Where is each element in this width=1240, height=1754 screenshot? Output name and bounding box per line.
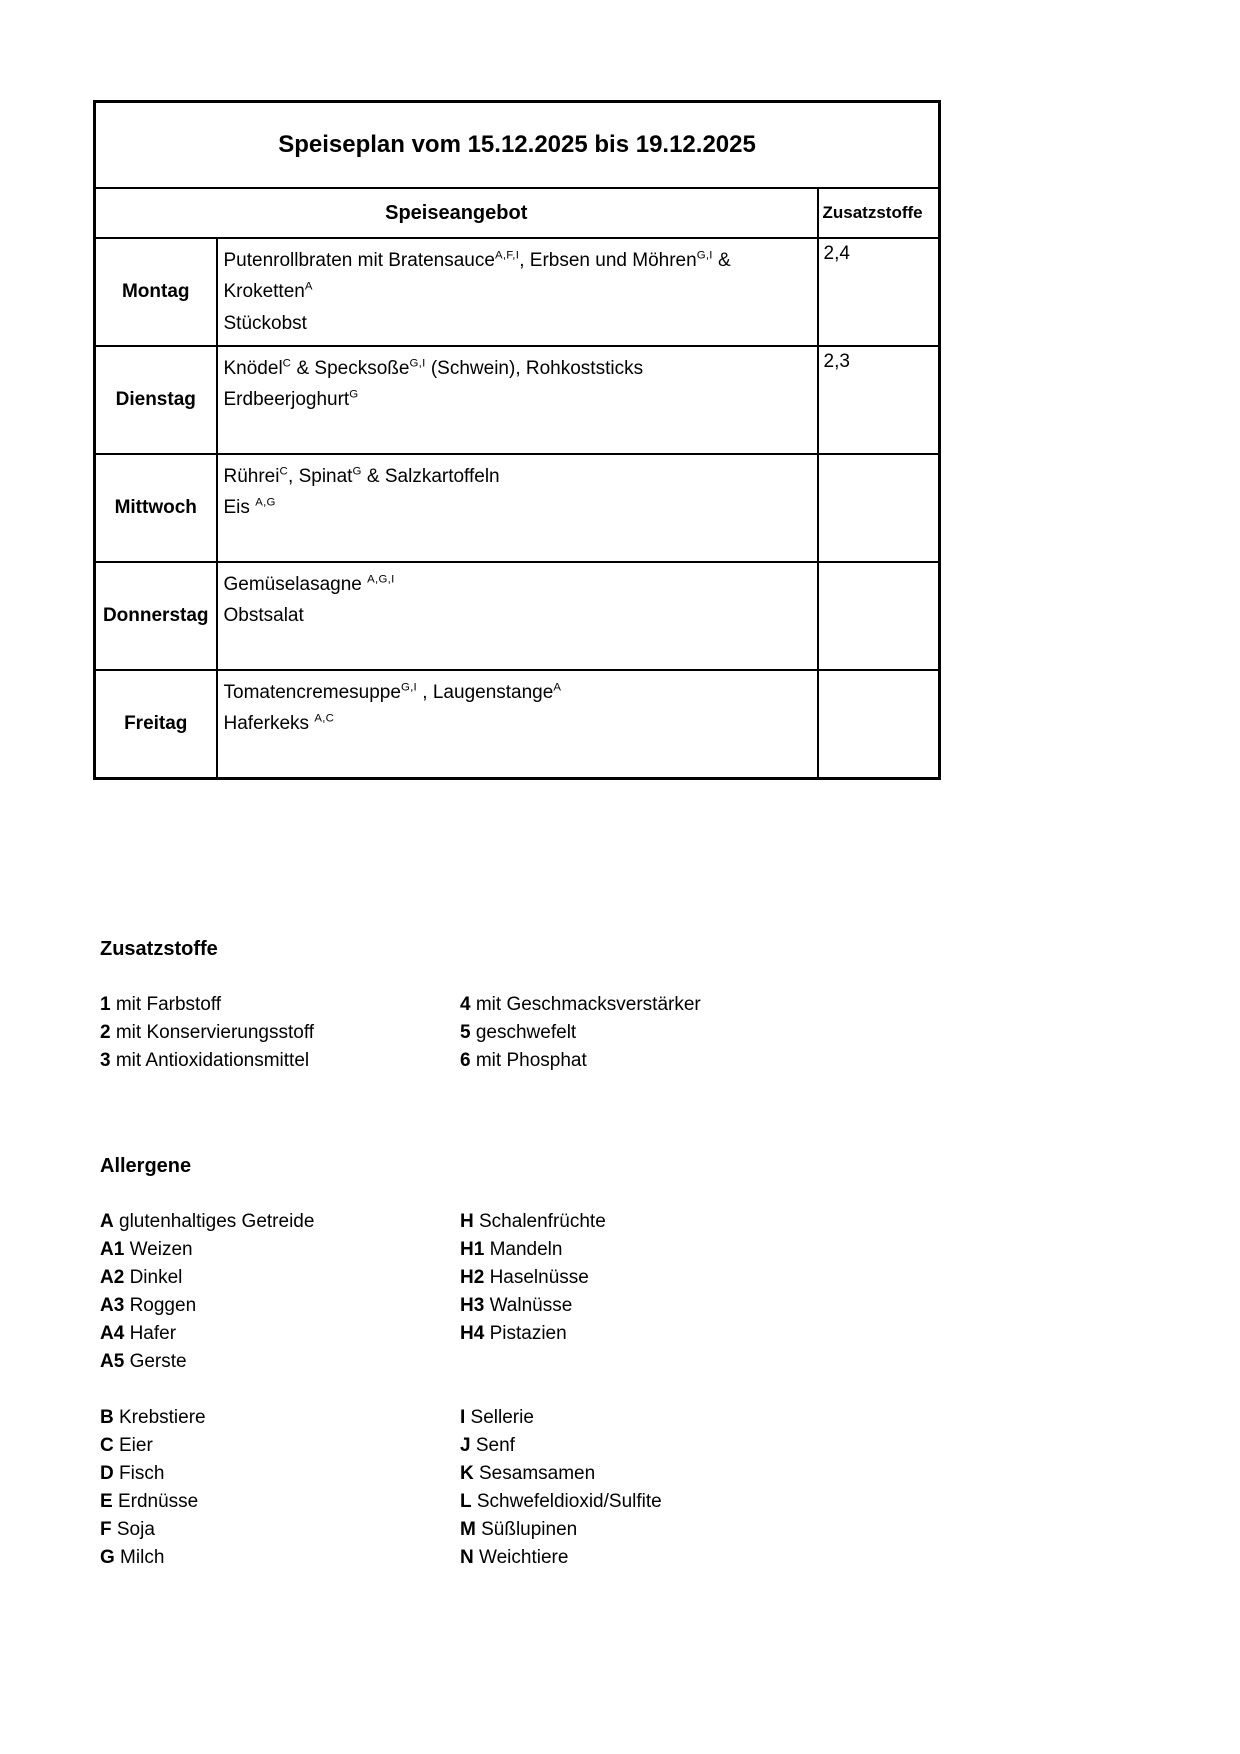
allergen-item: G Milch <box>100 1546 165 1568</box>
meal-line: Eis $^{A,G}$ <box>223 497 276 519</box>
legend-code: D <box>100 1462 114 1484</box>
menu-row <box>95 238 940 346</box>
additives-column-header: Zusatzstoffe <box>818 188 940 238</box>
legend-code: F <box>100 1518 112 1540</box>
allergen-item: C Eier <box>100 1434 153 1456</box>
allergen-item: H3 Walnüsse <box>460 1294 573 1316</box>
additives-value <box>818 670 940 778</box>
meal-line: Rührei$^C$, Spinat$^G$ & Salzkartoffeln <box>223 465 500 487</box>
additive-item: 1 mit Farbstoff <box>100 993 222 1015</box>
legend-code: A2 <box>100 1266 125 1288</box>
legend-code: H <box>460 1210 474 1232</box>
legend-column <box>100 991 460 1075</box>
legend-code: A5 <box>100 1350 125 1372</box>
legend-column <box>460 1208 940 1348</box>
legend-column <box>460 1404 940 1572</box>
table-header-row <box>95 188 940 238</box>
allergen-superscript: A <box>553 681 562 694</box>
legend-code: H3 <box>460 1294 485 1316</box>
legend-code: 1 <box>100 993 111 1015</box>
allergen-item: E Erdnüsse <box>100 1490 199 1512</box>
legend-code: H4 <box>460 1322 485 1344</box>
legend-column <box>100 1208 460 1376</box>
allergen-item: H2 Haselnüsse <box>460 1266 589 1288</box>
legend-code: A4 <box>100 1322 125 1344</box>
legend-column <box>460 991 940 1075</box>
additives-section <box>100 938 940 1075</box>
allergen-superscript: A,F,I <box>494 249 520 262</box>
allergen-item: L Schwefeldioxid/Sulfite <box>460 1490 662 1512</box>
legend-band <box>100 991 940 1075</box>
allergen-item: A4 Hafer <box>100 1322 177 1344</box>
allergen-item: F Soja <box>100 1518 155 1540</box>
meal-text <box>217 562 818 670</box>
meal-line: Knödel$^C$ & Specksoße$^{G,I}$ (Schwein), Rohkoststicks <box>223 357 644 379</box>
allergen-item: A2 Dinkel <box>100 1266 183 1288</box>
legend-code: 4 <box>460 993 471 1015</box>
legend-code: 6 <box>460 1049 471 1071</box>
day-label: Montag <box>95 238 217 346</box>
allergen-superscript: G,I <box>696 249 713 262</box>
legend-code: A1 <box>100 1238 125 1260</box>
legend-code: E <box>100 1490 113 1512</box>
allergen-item: H Schalenfrüchte <box>460 1210 606 1232</box>
allergen-superscript: G,I <box>409 357 426 370</box>
meal-line: Tomatencremesuppe$^{G,I}$ , Laugenstange$^A$ <box>223 681 562 703</box>
allergen-item: B Krebstiere <box>100 1406 206 1428</box>
day-label: Dienstag <box>95 346 217 454</box>
legend-code: I <box>460 1406 466 1428</box>
allergen-item: A1 Weizen <box>100 1238 193 1260</box>
allergen-item: A5 Gerste <box>100 1350 187 1372</box>
allergen-superscript: G,I <box>400 681 418 694</box>
meal-line: Erdbeerjoghurt$^G$ <box>223 389 359 411</box>
legend-code: B <box>100 1406 114 1428</box>
meal-line: Obstsalat <box>223 605 304 627</box>
legend-code: 5 <box>460 1021 471 1043</box>
allergen-superscript: C <box>282 357 292 370</box>
allergen-superscript: G <box>352 465 362 478</box>
day-label: Freitag <box>95 670 217 778</box>
title-row <box>95 102 940 189</box>
allergen-item: I Sellerie <box>460 1406 534 1428</box>
allergen-item: A glutenhaltiges Getreide <box>100 1210 315 1232</box>
legend-column <box>100 1404 460 1572</box>
day-label: Donnerstag <box>95 562 217 670</box>
allergen-superscript: A <box>304 281 313 294</box>
additive-item: 6 mit Phosphat <box>460 1049 587 1071</box>
allergen-item: A3 Roggen <box>100 1294 197 1316</box>
meal-text <box>217 346 818 454</box>
allergen-superscript: A,G,I <box>367 573 395 586</box>
allergen-superscript: C <box>279 465 289 478</box>
meal-text <box>217 238 818 346</box>
additive-item: 2 mit Konservierungsstoff <box>100 1021 315 1043</box>
legend-code: H2 <box>460 1266 485 1288</box>
meal-line: Putenrollbraten mit Bratensauce$^{A,F,I}$, Erbsen und Möhren$^{G,I}$ & Kroketten$^A$ <box>223 249 731 303</box>
legend-code: G <box>100 1546 115 1568</box>
legend-code: A <box>100 1210 114 1232</box>
legend-code: N <box>460 1546 474 1568</box>
additive-item: 4 mit Geschmacksverstärker <box>460 993 701 1015</box>
allergen-superscript: A,C <box>314 713 335 726</box>
legend-code: 3 <box>100 1049 111 1071</box>
legend-code: K <box>460 1462 474 1484</box>
additive-item: 5 geschwefelt <box>460 1021 577 1043</box>
menu-body <box>95 238 940 778</box>
meal-text <box>217 454 818 562</box>
day-label: Mittwoch <box>95 454 217 562</box>
additives-value <box>818 454 940 562</box>
menu-row <box>95 454 940 562</box>
allergens-groups <box>100 1208 940 1572</box>
legend-code: C <box>100 1434 114 1456</box>
allergen-superscript: A,G <box>255 497 276 510</box>
additives-groups <box>100 991 940 1075</box>
allergen-superscript: G <box>349 389 359 402</box>
meal-text <box>217 670 818 778</box>
meal-line: Haferkeks $^{A,C}$ <box>223 713 335 735</box>
meal-line: Gemüselasagne $^{A,G,I}$ <box>223 573 395 595</box>
additives-heading: Zusatzstoffe <box>100 937 218 960</box>
legend-code: L <box>460 1490 472 1512</box>
additive-item: 3 mit Antioxidationsmittel <box>100 1049 310 1071</box>
legend-code: A3 <box>100 1294 125 1316</box>
additives-value: 2,3 <box>818 346 940 454</box>
allergen-item: K Sesamsamen <box>460 1462 596 1484</box>
legend-band <box>100 1208 940 1376</box>
legend-code: J <box>460 1434 471 1456</box>
allergen-item: J Senf <box>460 1434 515 1456</box>
menu-table <box>93 100 941 780</box>
legend-code: H1 <box>460 1238 485 1260</box>
allergens-section <box>100 1155 940 1572</box>
allergen-item: D Fisch <box>100 1462 165 1484</box>
allergen-item: H1 Mandeln <box>460 1238 563 1260</box>
menu-column-header: Speiseangebot <box>95 188 818 238</box>
menu-row <box>95 346 940 454</box>
allergen-item: M Süßlupinen <box>460 1518 578 1540</box>
allergen-item: N Weichtiere <box>460 1546 569 1568</box>
legend-band <box>100 1404 940 1572</box>
legend-code: 2 <box>100 1021 111 1043</box>
allergen-item: H4 Pistazien <box>460 1322 567 1344</box>
additives-value <box>818 562 940 670</box>
meal-line: Stückobst <box>223 312 307 334</box>
legend-code: M <box>460 1518 476 1540</box>
menu-row <box>95 670 940 778</box>
allergens-heading: Allergene <box>100 1154 192 1177</box>
page-title: Speiseplan vom 15.12.2025 bis 19.12.2025 <box>95 102 940 189</box>
additives-value: 2,4 <box>818 238 940 346</box>
menu-row <box>95 562 940 670</box>
